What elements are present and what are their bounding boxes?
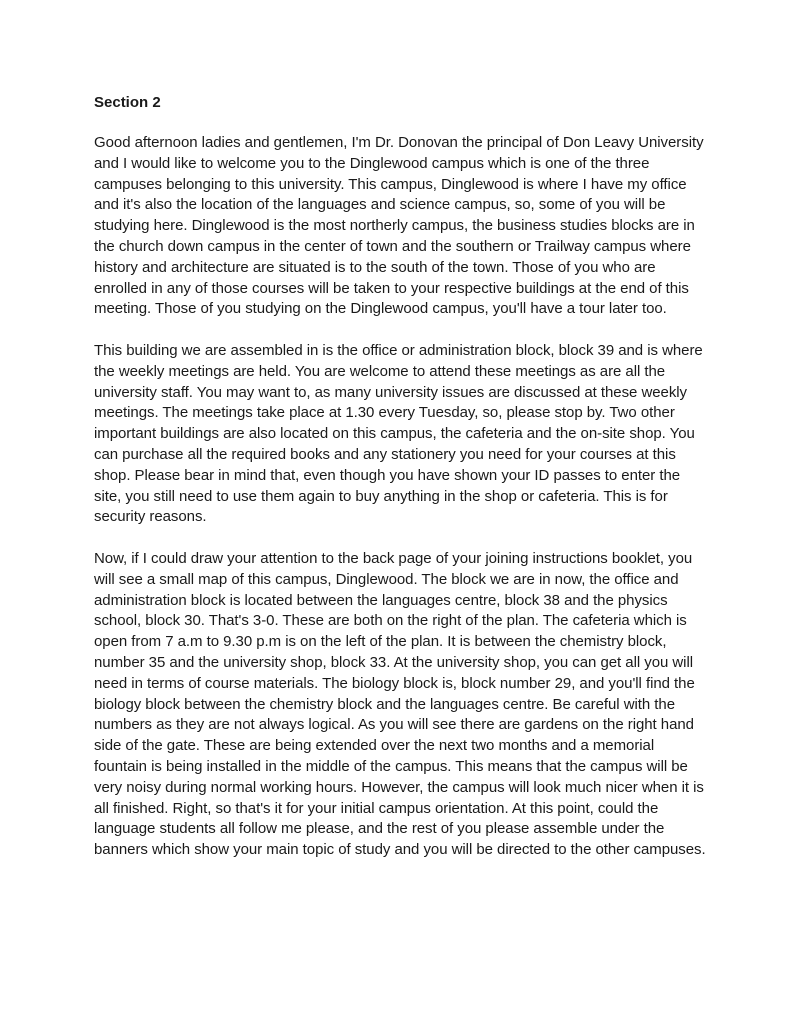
section-heading: Section 2 [94,94,161,111]
paragraph-campus-map: Now, if I could draw your attention to the back page of your joining instructions booklet, you will see a small map of this campus, Dinglewood. The block we are in now, the office and administration block is located between the languages centre, block 38 and the physics school, block 30. That's 3-0. These are both on the right of the plan. The cafeteria which is open from 7 a.m to 9.30 p.m is on the left of the plan. It is between the chemistry block, number 35 and the university shop, block 33. At the university shop, you can get all you will need in terms of course materials. The biology block is, block number 29, and you'll find the biology block between the chemistry block and the languages centre. Be careful with the numbers as they are not always logical. As you will see there are gardens on the right hand side of the gate. These are being extended over the next two months and a memorial fountain is being installed in the middle of the campus. This means that the campus will be very noisy during normal working hours. However, the campus will look much nicer when it is all finished. Right, so that's it for your initial campus orientation. At this point, could the language students all follow me please, and the rest of you please assemble under the banners which show your main topic of study and you will be directed to the other campuses. [94,549,706,859]
paragraph-welcome: Good afternoon ladies and gentlemen, I'm Dr. Donovan the principal of Don Leavy University and I would like to welcome you to the Dinglewood campus which is one of the three campuses belonging to this university. This campus, Dinglewood is where I have my office and it's also the location of the languages and science campus, so, some of you will be studying here. Dinglewood is the most northerly campus, the business studies blocks are in the church down campus in the center of town and the southern or Trailway campus where history and architecture are situated is to the south of the town. Those of you who are enrolled in any of those courses will be taken to your respective buildings at the end of this meeting. Those of you studying on the Dinglewood campus, you'll have a tour later too. [94,134,704,318]
paragraph-administration-block: This building we are assembled in is the office or administration block, block 39 and is where the weekly meetings are held. You are welcome to attend these meetings as are all the university staff. You may want to, as many university issues are discussed at these weekly meetings. The meetings take place at 1.30 every Tuesday, so, please stop by. Two other important buildings are also located on this campus, the cafeteria and the on-site shop. You can purchase all the required books and any stationery you need for your courses at this shop. Please bear in mind that, even though you have shown your ID passes to enter the site, you still need to use them again to buy anything in the shop or cafeteria. This is for security reasons. [94,341,703,526]
document-body [94,93,710,861]
